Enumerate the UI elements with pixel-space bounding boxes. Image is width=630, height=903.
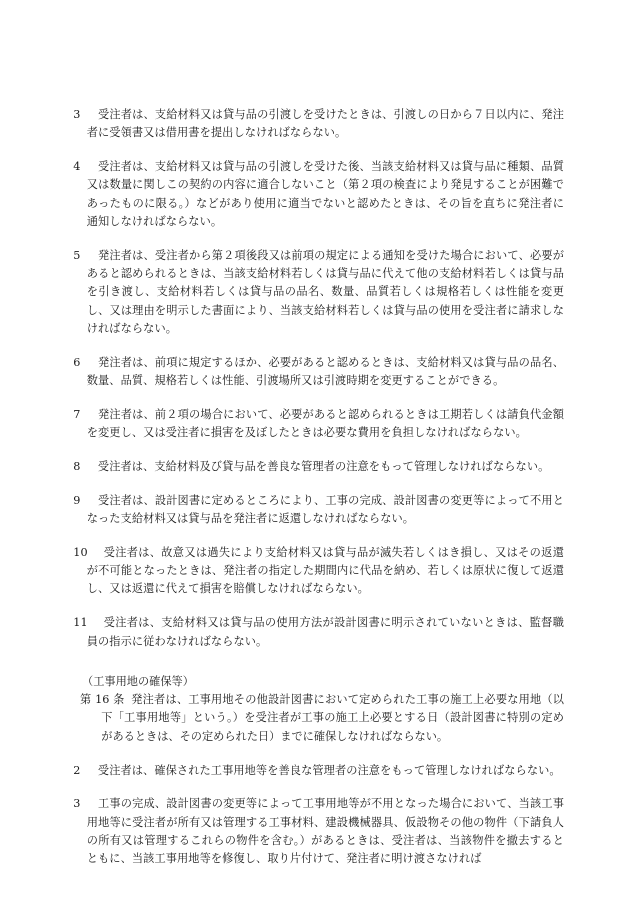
clause-number: 5 xyxy=(73,248,81,262)
clause-number: 8 xyxy=(73,459,81,473)
clause-8 xyxy=(73,458,564,476)
clause-9 xyxy=(73,492,564,529)
clause-3 xyxy=(73,106,564,143)
clause-text: 発注者は、前２項の場合において、必要があると認められるときは工期若しくは請負代金額を変更し、又は受注者に損害を及ぼしたときは必要な費用を負担しなければならない。 xyxy=(86,407,564,440)
clause-10 xyxy=(73,544,564,599)
clause-5 xyxy=(73,247,564,338)
clause-text: 受注者は、設計図書に定めるところにより、工事の完成、設計図書の変更等によって不用となった支給材料又は貸与品を発注者に返還しなければならない。 xyxy=(86,493,564,526)
clause-text: 受注者は、故意又は過失により支給材料又は貸与品が滅失若しくはき損し、又はその返還が不可能となったときは、発注者の指定した期間内に代品を納め、若しくは原状に復して返還し、又は返還に代えて損害を賠償しなければならない。 xyxy=(86,545,564,596)
clause-number: 11 xyxy=(73,616,88,630)
article-text: 発注者は、工事用地その他設計図書において定められた工事の施工上必要な用地（以下「工事用地等」という。）を受注者が工事の施工上必要とする日（設計図書に特別の定めがあるときは、その定められた日）までに確保しなければならない。 xyxy=(101,693,564,743)
clause-text: 受注者は、支給材料又は貸与品の使用方法が設計図書に明示されていないときは、監督職員の指示に従わなければならない。 xyxy=(86,616,564,648)
clause-text: 発注者は、受注者から第２項後段又は前項の規定による通知を受けた場合において、必要があると認められるときは、当該支給材料若しくは貸与品に代えて他の支給材料若しくは貸与品を引き渡し、支給材料若しくは貸与品の品名、数量、品質若しくは規格若しくは性能を変更し、又は理由を明示した書面により、当該支給材料若しくは貸与品の使用を受注者に請求しなければならない。 xyxy=(86,248,564,335)
clause-text: 受注者は、支給材料又は貸与品の引渡しを受けた後、当該支給材料又は貸与品に種類、品質又は数量に関しこの契約の内容に適合しないこと（第２項の検査により発見することが困難であったものに限る。）などがあり使用に適当でないと認めたときは、その旨を直ちに発注者に通知しなければならない。 xyxy=(86,160,564,228)
clause-number: 7 xyxy=(73,407,81,421)
clause-text: 工事の完成、設計図書の変更等によって工事用地等が不用となった場合において、当該工事用地等に受注者が所有又は管理する工事材料、建設機械器具、仮設物その他の物件（下請負人の所有又は管理するこれらの物件を含む。）があるときは、受注者は、当該物件を撤去するとともに、当該工事用地等を修復し、取り片付けて、発注者に明け渡さなければ xyxy=(86,797,564,866)
clause-7 xyxy=(73,406,564,443)
clause-number: 3 xyxy=(73,108,81,121)
clause-number: 3 xyxy=(73,797,81,811)
clause-text: 発注者は、前項に規定するほか、必要があると認めるときは、支給材料又は貸与品の品名、数量、品質、規格若しくは性能、引渡場所又は引渡時期を変更することができる。 xyxy=(86,355,564,388)
article-16-section xyxy=(73,673,564,869)
article-16 xyxy=(80,691,564,746)
clause-text: 受注者は、支給材料又は貸与品の引渡しを受けたときは、引渡しの日から７日以内に、発注者に受領書又は借用書を提出しなければならない。 xyxy=(86,108,564,140)
clause-number: 4 xyxy=(73,160,81,174)
clause-11 xyxy=(73,614,564,651)
clause-number: 9 xyxy=(73,493,81,507)
article-number: 第 16 条 xyxy=(80,693,125,707)
clause-4 xyxy=(73,158,564,231)
clause-number: 6 xyxy=(73,355,81,369)
article-16-clause-3 xyxy=(73,795,564,868)
clause-number: 10 xyxy=(73,545,88,559)
article-16-clause-2 xyxy=(73,762,564,780)
article-caption: （工事用地の確保等） xyxy=(82,674,194,688)
clause-text: 受注者は、確保された工事用地等を善良な管理者の注意をもって管理しなければならない。 xyxy=(97,763,561,777)
clause-6 xyxy=(73,354,564,391)
clause-number: 2 xyxy=(73,763,81,777)
clause-text: 受注者は、支給材料及び貸与品を善良な管理者の注意をもって管理しなければならない。 xyxy=(97,459,550,473)
